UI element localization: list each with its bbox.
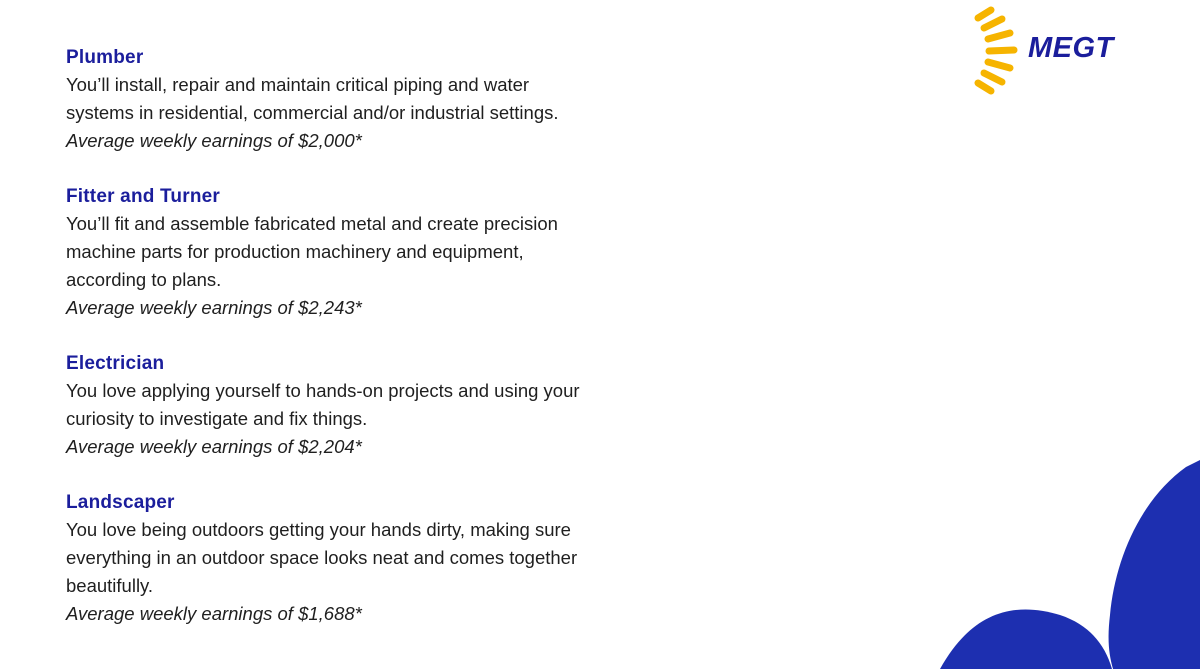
job-item-electrician <box>66 350 706 461</box>
job-description-line: machine parts for production machinery and equipment, <box>66 241 524 262</box>
job-item-landscaper <box>66 489 706 628</box>
job-description-line: You’ll install, repair and maintain critical piping and water <box>66 74 530 95</box>
job-description-line: according to plans. <box>66 269 222 290</box>
job-title: Plumber <box>66 47 144 68</box>
job-earnings: Average weekly earnings of $1,688* <box>66 603 362 624</box>
job-list <box>66 44 706 656</box>
decorative-corner-shape <box>900 440 1200 669</box>
job-item-fitter-and-turner <box>66 183 706 322</box>
job-description-line: You’ll fit and assemble fabricated metal and create precision <box>66 213 558 234</box>
job-earnings: Average weekly earnings of $2,000* <box>66 130 362 151</box>
job-title: Fitter and Turner <box>66 186 220 207</box>
job-earnings: Average weekly earnings of $2,243* <box>66 297 362 318</box>
job-title: Electrician <box>66 353 165 374</box>
job-item-plumber <box>66 44 706 155</box>
job-description-line: curiosity to investigate and fix things. <box>66 408 368 429</box>
megt-logo <box>964 4 1154 96</box>
job-description-line: You love applying yourself to hands-on projects and using your <box>66 380 580 401</box>
job-earnings: Average weekly earnings of $2,204* <box>66 436 362 457</box>
job-description-line: beautifully. <box>66 575 154 596</box>
job-description-line: everything in an outdoor space looks neat and comes together <box>66 547 578 568</box>
job-description-line: systems in residential, commercial and/or industrial settings. <box>66 102 559 123</box>
sunburst-logo-icon <box>964 4 1026 96</box>
job-description-line: You love being outdoors getting your hands dirty, making sure <box>66 519 571 540</box>
logo-wordmark: MEGT <box>1028 32 1114 64</box>
job-title: Landscaper <box>66 492 175 513</box>
